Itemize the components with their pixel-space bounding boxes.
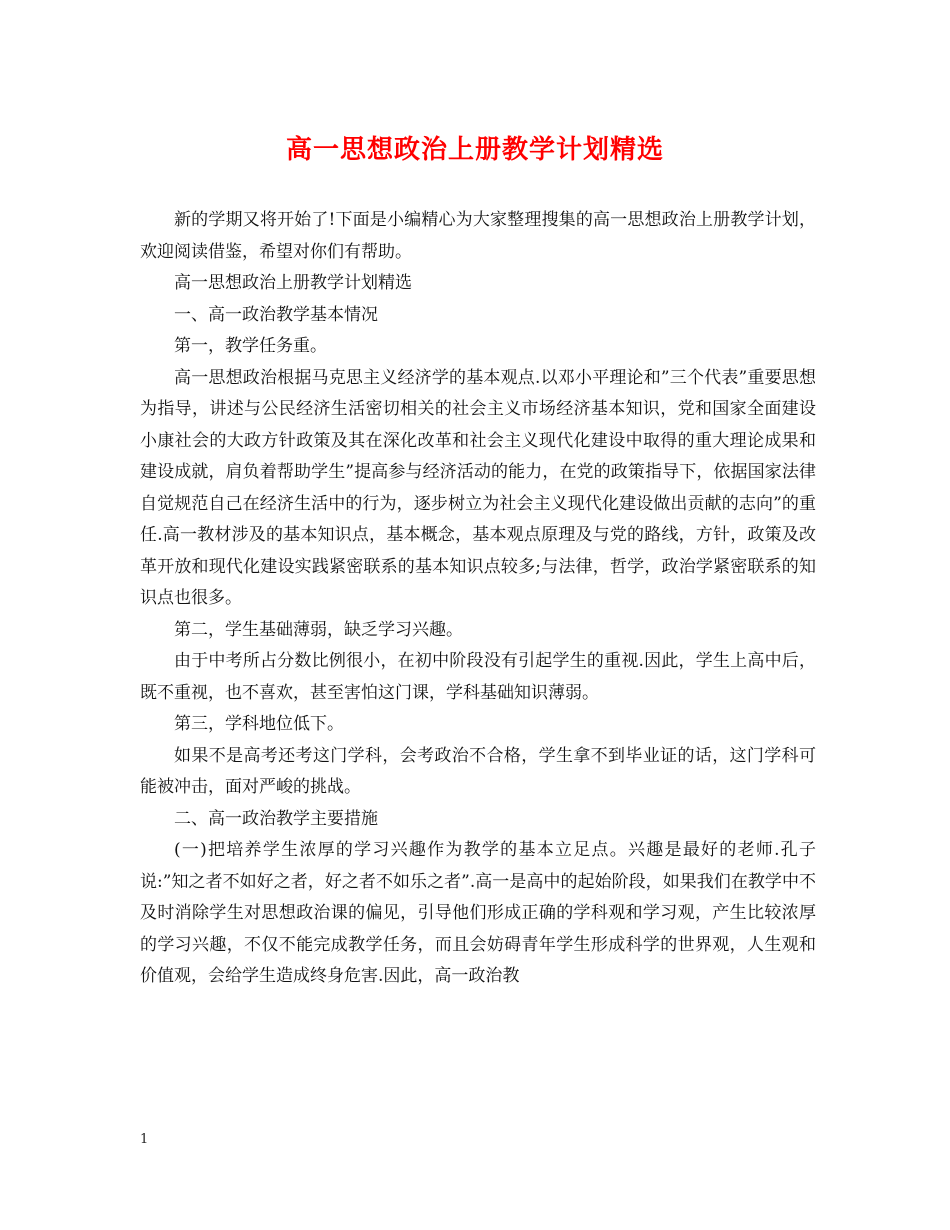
body-paragraph: 由于中考所占分数比例很小，在初中阶段没有引起学生的重视.因此，学生上高中后，既不重视，也不喜欢，甚至害怕这门课，学科基础知识薄弱。 [140, 651, 816, 703]
subsection-heading: 第二，学生基础薄弱，缺乏学习兴趣。 [174, 619, 463, 640]
body-paragraph: 高一思想政治根据马克思主义经济学的基本观点.以邓小平理论和”三个代表”重要思想为指导，讲述与公民经济生活密切相关的社会主义市场经济基本知识，党和国家全面建设小康社会的大政方针政策及其在深化改革和社会主义现代化建设中取得的重大理论成果和建设成就，肩负着帮助学生”提高参与经济活动的能力，在党的政策指导下，依据国家法律自觉规范自己在经济生活中的行为，逐步树立为社会主义现代化建设做出贡献的志向”的重任.高一教材涉及的基本知识点，基本概念，基本观点原理及与党的路线，方针，政策及改革开放和现代化建设实践紧密联系的基本知识点较多;与法律，哲学，政治学紧密联系的知识点也很多。 [140, 367, 816, 608]
section-heading: 二、高一政治教学主要措施 [174, 808, 378, 829]
body-paragraph: (一)把培养学生浓厚的学习兴趣作为教学的基本立足点。兴趣是最好的老师.孔子说:”知之者不如好之者，好之者不如乐之者”.高一是高中的起始阶段，如果我们在教学中不及时消除学生对思想政治课的偏见，引导他们形成正确的学科观和学习观，产生比较浓厚的学习兴趣，不仅不能完成教学任务，而且会妨碍青年学生形成科学的世界观，人生观和价值观，会给学生造成终身危害.因此，高一政治教 [140, 840, 816, 986]
subsection-heading: 第三，学科地位低下。 [174, 714, 344, 734]
intro-paragraph: 新的学期又将开始了!下面是小编精心为大家整理搜集的高一思想政治上册教学计划，欢迎阅读借鉴，希望对你们有帮助。 [140, 210, 816, 262]
document-body [140, 205, 816, 993]
page-number: 1 [140, 1132, 149, 1147]
section-heading: 高一思想政治上册教学计划精选 [174, 273, 412, 293]
document-title: 高一思想政治上册教学计划精选 [285, 135, 664, 165]
body-paragraph: 如果不是高考还考这门学科，会考政治不合格，学生拿不到毕业证的话，这门学科可能被冲击，面对严峻的挑战。 [140, 745, 816, 797]
section-heading: 一、高一政治教学基本情况 [174, 304, 378, 325]
subsection-heading: 第一，教学任务重。 [174, 336, 327, 356]
